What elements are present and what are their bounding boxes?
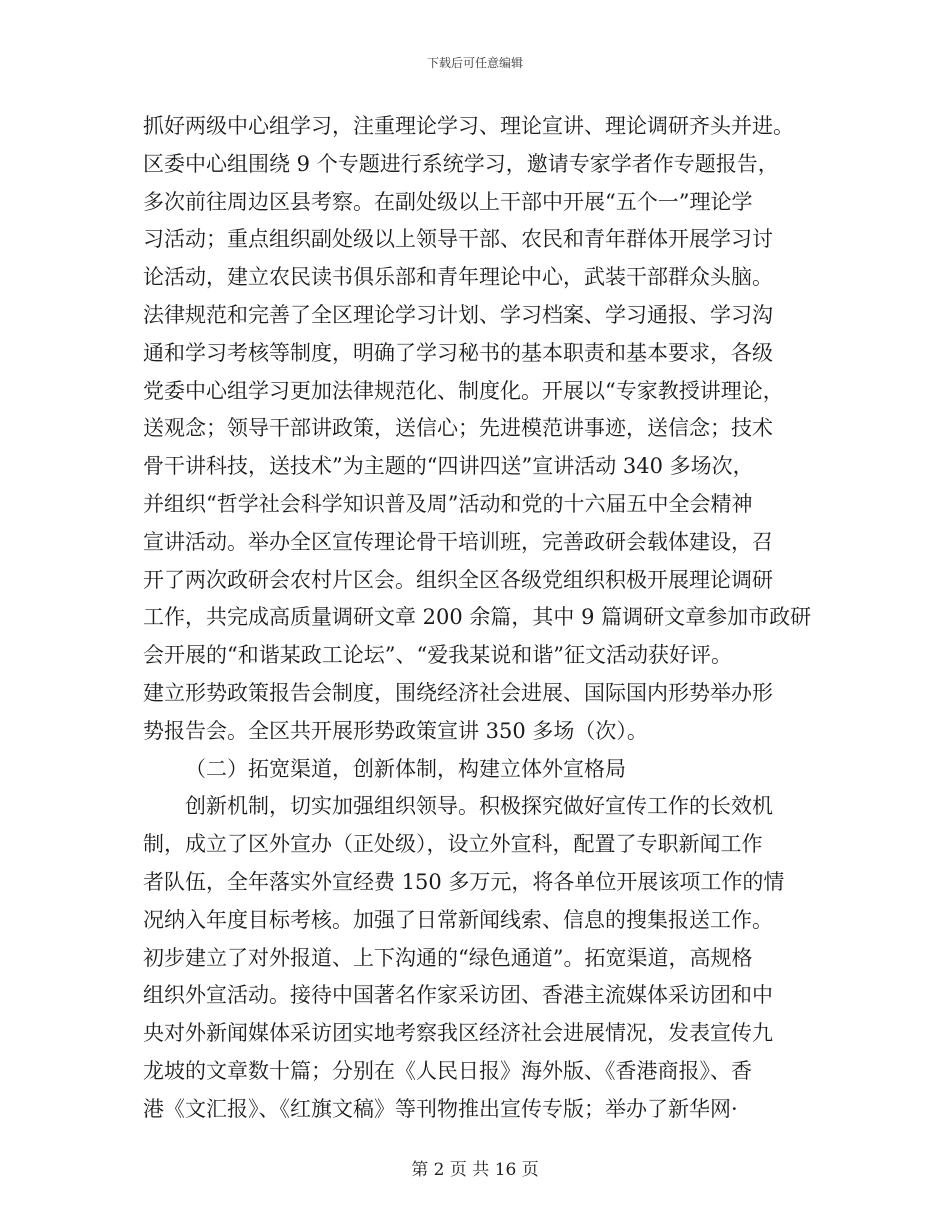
text-line: 论活动，建立农民读书俱乐部和青年理论中心，武装干部群众头脑。 — [143, 265, 773, 290]
text-line: 者队伍，全年落实外宣经费 150 多万元，将各单位开展该项工作的情 — [143, 869, 785, 894]
text-line: 并组织“哲学社会科学知识普及周”活动和党的十六届五中全会精神 — [143, 491, 753, 516]
paragraph — [143, 108, 813, 751]
text-line: 会开展的“和谐某政工论坛”、“爱我某说和谐”征文活动获好评。 — [143, 643, 732, 668]
text-line: 势报告会。全区共开展形势政策宣讲 350 多场（次）。 — [143, 718, 648, 743]
text-line: 组织外宣活动。接待中国著名作家采访团、香港主流媒体采访团和中 — [143, 983, 773, 1008]
text-line: 通和学习考核等制度，明确了学习秘书的基本职责和基本要求，各级 — [143, 340, 773, 365]
paragraph — [143, 751, 813, 789]
text-line: （二）拓宽渠道，创新体制，构建立体外宣格局 — [185, 756, 626, 781]
text-line: 开了两次政研会农村片区会。组织全区各级党组织积极开展理论调研 — [143, 567, 773, 592]
text-line: 送观念；领导干部讲政策，送信心；先进模范讲事迹，送信念；技术 — [143, 416, 773, 441]
text-line: 法律规范和完善了全区理论学习计划、学习档案、学习通报、学习沟 — [143, 302, 773, 327]
page-footer: 第 2 页 共 16 页 — [411, 1160, 539, 1180]
text-line: 龙坡的文章数十篇；分别在《人民日报》海外版、《香港商报》、香 — [143, 1058, 752, 1083]
text-line: 制，成立了区外宣办（正处级），设立外宣科，配置了专职新闻工作 — [143, 832, 763, 857]
text-line: 骨干讲科技，送技术”为主题的“四讲四送”宣讲活动 340 多场次， — [143, 454, 754, 479]
text-line: 央对外新闻媒体采访团实地考察我区经济社会进展情况，发表宣传九 — [143, 1021, 773, 1046]
text-line: 宣讲活动。举办全区宣传理论骨干培训班，完善政研会载体建设，召 — [143, 529, 773, 554]
text-line: 港《文汇报》、《红旗文稿》等刊物推出宣传专版；举办了新华网· — [143, 1096, 738, 1121]
text-line: 多次前往周边区县考察。在副处级以上干部中开展“五个一”理论学 — [143, 189, 753, 214]
text-line: 初步建立了对外报道、上下沟通的“绿色通道”。拓宽渠道，高规格 — [143, 945, 753, 970]
paragraph — [143, 788, 813, 1128]
document-body — [143, 108, 813, 1129]
text-line: 工作，共完成高质量调研文章 200 余篇，其中 9 篇调研文章参加市政研 — [143, 605, 812, 630]
text-line: 创新机制，切实加强组织领导。积极探究做好宣传工作的长效机 — [185, 794, 773, 819]
text-line: 习活动；重点组织副处级以上领导干部、农民和青年群体开展学习讨 — [143, 227, 773, 252]
text-line: 区委中心组围绕 9 个专题进行系统学习，邀请专家学者作专题报告， — [143, 151, 779, 176]
text-line: 建立形势政策报告会制度，围绕经济社会进展、国际国内形势举办形 — [143, 680, 773, 705]
text-line: 况纳入年度目标考核。加强了日常新闻线索、信息的搜集报送工作。 — [143, 907, 773, 932]
text-line: 抓好两级中心组学习，注重理论学习、理论宣讲、理论调研齐头并进。 — [143, 114, 794, 138]
page-header-note: 下载后可任意编辑 — [426, 56, 523, 70]
text-line: 党委中心组学习更加法律规范化、制度化。开展以“专家教授讲理论， — [143, 378, 784, 403]
